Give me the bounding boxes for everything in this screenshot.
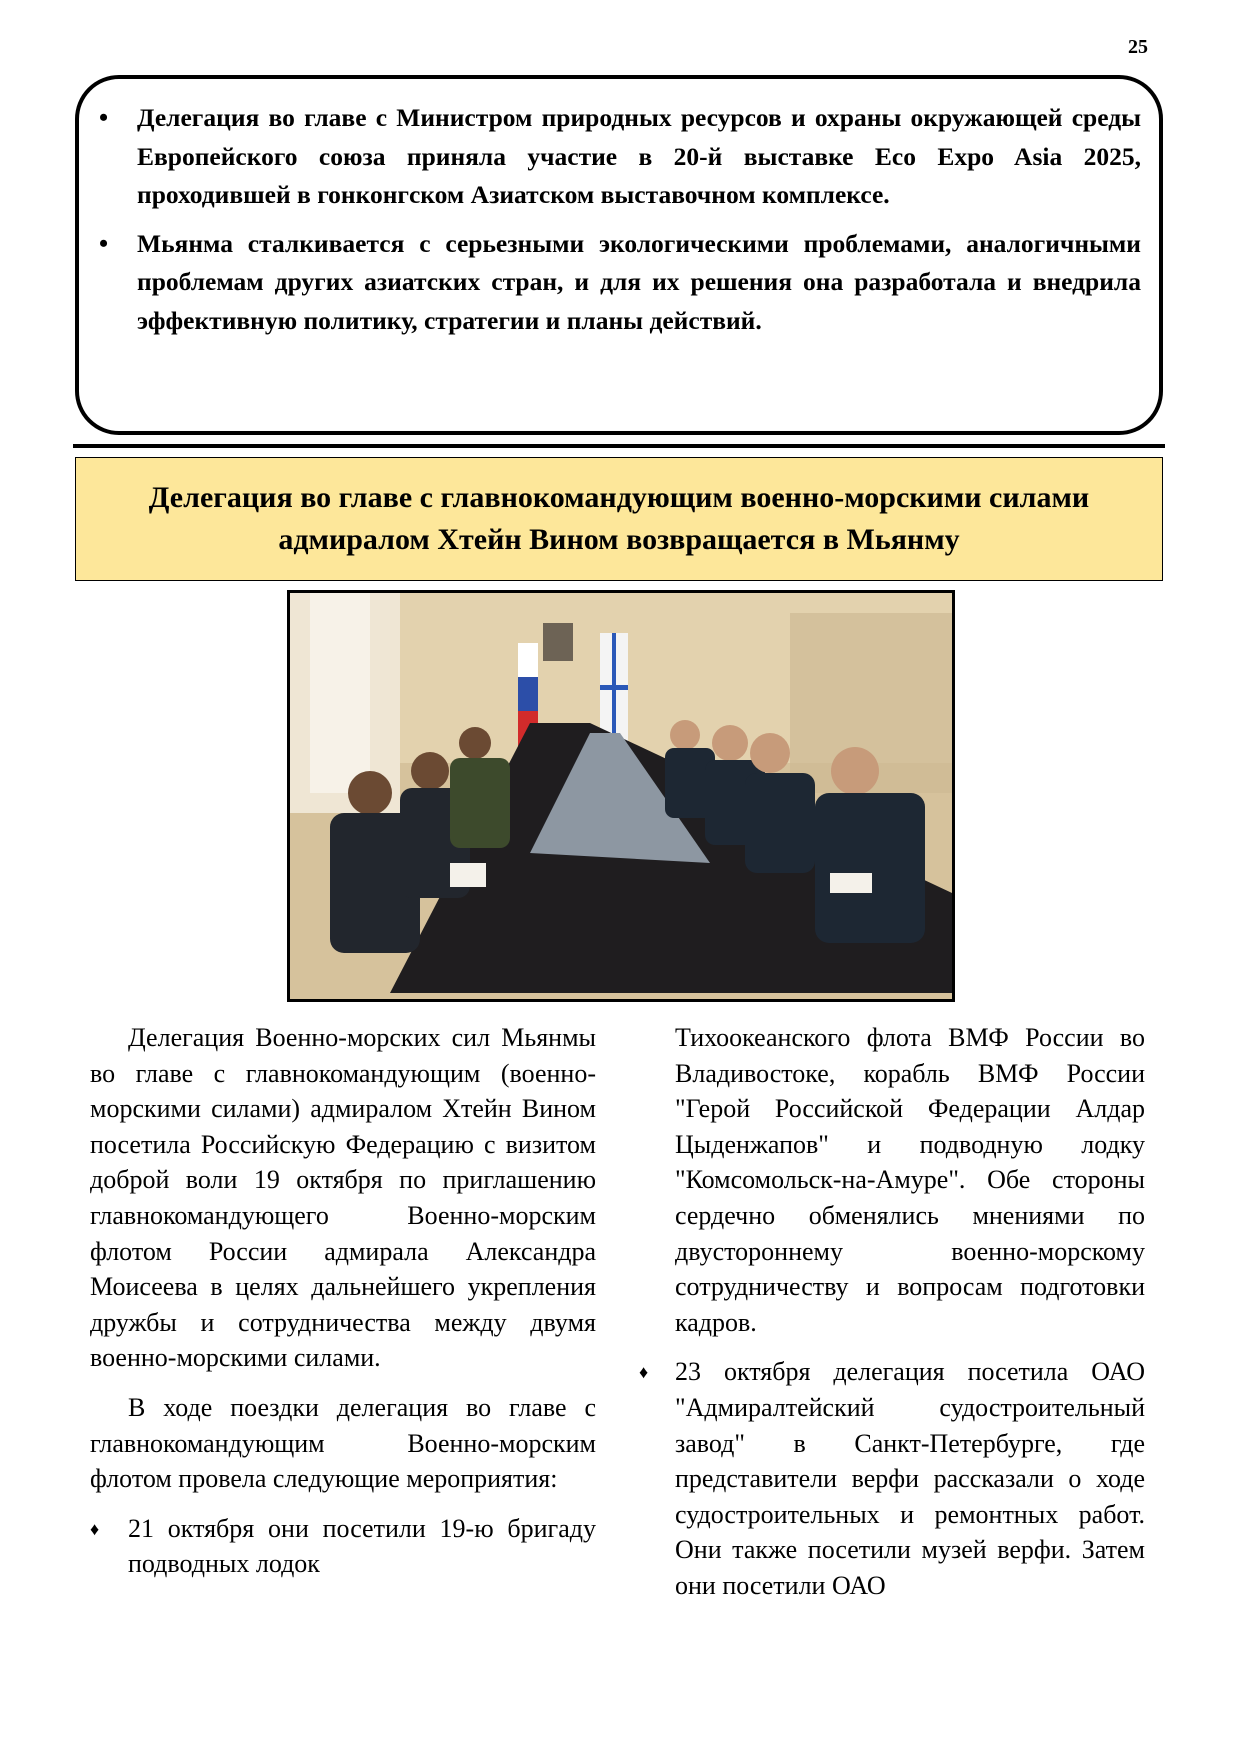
- page-number: 25: [1128, 36, 1148, 58]
- highlights-list: [97, 99, 1141, 340]
- article-column-left: [90, 1020, 596, 1596]
- meeting-photo: [287, 590, 955, 1002]
- meeting-photo-illustration: [290, 593, 952, 999]
- article-column-right: [675, 1020, 1145, 1618]
- highlights-box: [75, 75, 1163, 435]
- section-divider: [73, 444, 1165, 448]
- article-paragraph: В ходе поездки делегация во главе с главнокомандующим Военно-морским флотом провела следующие мероприятия:: [90, 1392, 596, 1494]
- list-item: ♦ 21 октября они посетили 19-ю бригаду подводных лодок: [90, 1511, 596, 1582]
- article-paragraph: Тихоокеанского флота ВМФ России во Владивостоке, корабль ВМФ России "Герой Российской Федерации Алдар Цыденжапов" и подводную лодку "Комсомольск-на-Амуре". Обе стороны сердечно обменялись мнениями по двустороннему военно-морскому сотрудничеству и вопросам подготовки кадров.: [675, 1023, 1145, 1337]
- highlight-item: • Мьянма сталкивается с серьезными экологическими проблемами, аналогичными проблемам других азиатских стран, и для их решения она разработала и внедрила эффективную политику, стратегии и планы действий.: [97, 225, 1141, 341]
- article-paragraph: Делегация Военно-морских сил Мьянмы во главе с главнокомандующим (военно-морскими силами) адмиралом Хтейн Вином посетила Российскую Федерацию с визитом доброй воли 19 октября по приглашению главнокомандующего Военно-морским флотом России адмирала Александра Моисеева в целях дальнейшего укрепления дружбы и сотрудничества между двумя военно-морскими силами.: [90, 1023, 596, 1373]
- headline-banner: [75, 457, 1163, 581]
- list-item: ♦ 23 октября делегация посетила ОАО "Адмиралтейский судостроительный завод" в Санкт-Петербурге, где представители верфи рассказали о ходе судостроительных и ремонтных работ. Они также посетили музей верфи. Затем они посетили ОАО: [675, 1354, 1145, 1603]
- article-headline: Делегация во главе с главнокомандующим военно-морскими силами адмиралом Хтейн Вином возвращается в Мьянму: [148, 481, 1090, 556]
- highlight-item: • Делегация во главе с Министром природных ресурсов и охраны окружающей среды Европейского союза приняла участие в 20-й выставке Eco Expo Asia 2025, проходившей в гонконгском Азиатском выставочном комплексе.: [97, 99, 1141, 215]
